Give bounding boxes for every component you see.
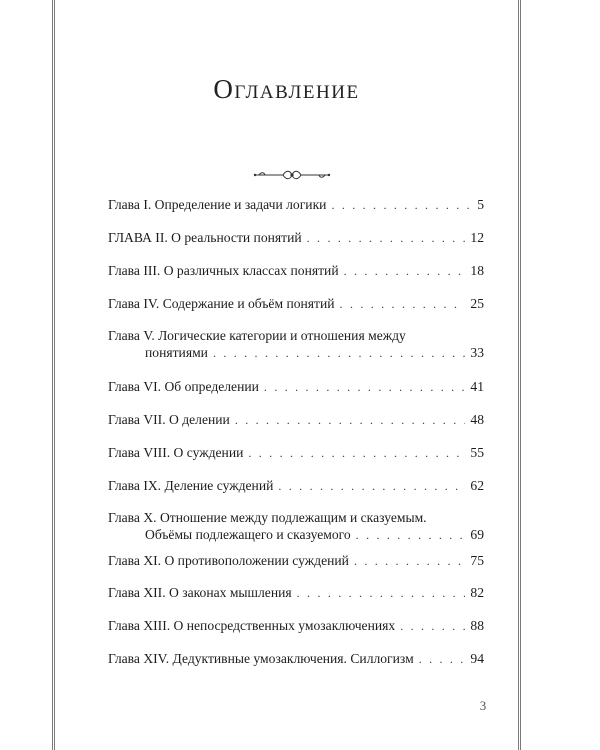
- toc-entry[interactable]: [108, 378, 484, 396]
- dot-leader: [278, 478, 465, 495]
- toc-entry-title: Глава XII. О законах мышления: [108, 585, 292, 600]
- toc-entry[interactable]: [108, 552, 484, 570]
- dot-leader: [307, 230, 466, 247]
- toc-entry-title: Глава VI. Об определении: [108, 379, 259, 394]
- toc-entry-page: 41: [470, 379, 484, 394]
- dot-leader: [340, 296, 466, 313]
- dot-leader: [344, 263, 466, 280]
- toc-entry-title: Глава IX. Деление суждений: [108, 478, 274, 493]
- page-title: Оглавление: [213, 74, 360, 104]
- toc-entry-title: Глава X. Отношение между подлежащим и сказуемым.: [108, 510, 427, 525]
- toc-entry[interactable]: [108, 411, 484, 429]
- toc-entry[interactable]: [108, 477, 484, 495]
- dot-leader: [354, 553, 465, 570]
- dot-leader: [235, 412, 466, 429]
- toc-entry-continuation: Объёмы подлежащего и сказуемого: [145, 527, 351, 542]
- toc-entry-page: 82: [470, 585, 484, 600]
- dot-leader: [297, 585, 466, 602]
- dot-leader: [213, 345, 465, 362]
- toc-entry-title: Глава XIII. О непосредственных умозаключениях: [108, 618, 396, 633]
- right-border-rule: [518, 0, 521, 750]
- toc-entry-title: Глава V. Логические категории и отношения между: [108, 328, 406, 343]
- dot-leader: [264, 379, 465, 396]
- toc-entry-page: 48: [470, 412, 484, 427]
- toc-entry[interactable]: [108, 295, 484, 313]
- toc-entry-title: ГЛАВА II. О реальности понятий: [108, 230, 302, 245]
- toc-entry[interactable]: [108, 262, 484, 280]
- toc-entry-page: 33: [470, 345, 484, 360]
- toc-entry-continuation: понятиями: [145, 345, 208, 360]
- toc-entry-page: 94: [470, 651, 484, 666]
- dot-leader: [356, 527, 466, 544]
- dot-leader: [248, 445, 465, 462]
- toc-entry-page: 5: [477, 197, 484, 212]
- toc-entry[interactable]: [108, 617, 484, 635]
- dot-leader: [400, 618, 465, 635]
- toc-entry-title: Глава I. Определение и задачи логики: [108, 197, 327, 212]
- toc-entry-title: Глава IV. Содержание и объём понятий: [108, 296, 335, 311]
- toc-entry-title: Глава XI. О противоположении суждений: [108, 553, 349, 568]
- left-border-rule: [52, 0, 55, 750]
- toc-entry[interactable]: [108, 584, 484, 602]
- toc-entry-page: 25: [470, 296, 484, 311]
- toc-entry-page: 75: [470, 553, 484, 568]
- ornament-divider-icon: [253, 168, 331, 182]
- toc-entry[interactable]: [108, 327, 484, 362]
- toc-entry-title: Глава VIII. О суждении: [108, 445, 244, 460]
- toc-entry-page: 69: [470, 527, 484, 542]
- toc-entry[interactable]: [108, 229, 484, 247]
- dot-leader: [331, 197, 472, 214]
- toc-entry-page: 62: [470, 478, 484, 493]
- toc-entry-title: Глава VII. О делении: [108, 412, 230, 427]
- toc-entry-page: 12: [470, 230, 484, 245]
- toc-entry[interactable]: [108, 509, 484, 544]
- page-number: 3: [479, 698, 487, 713]
- toc-entry-title: Глава III. О различных классах понятий: [108, 263, 339, 278]
- toc-entry[interactable]: [108, 196, 484, 214]
- toc-entry[interactable]: [108, 650, 484, 668]
- toc-entry[interactable]: [108, 444, 484, 462]
- toc-entry-page: 55: [470, 445, 484, 460]
- toc-entry-page: 18: [470, 263, 484, 278]
- dot-leader: [419, 651, 466, 668]
- toc-entry-title: Глава XIV. Дедуктивные умозаключения. Силлогизм: [108, 651, 414, 666]
- toc-entry-page: 88: [470, 618, 484, 633]
